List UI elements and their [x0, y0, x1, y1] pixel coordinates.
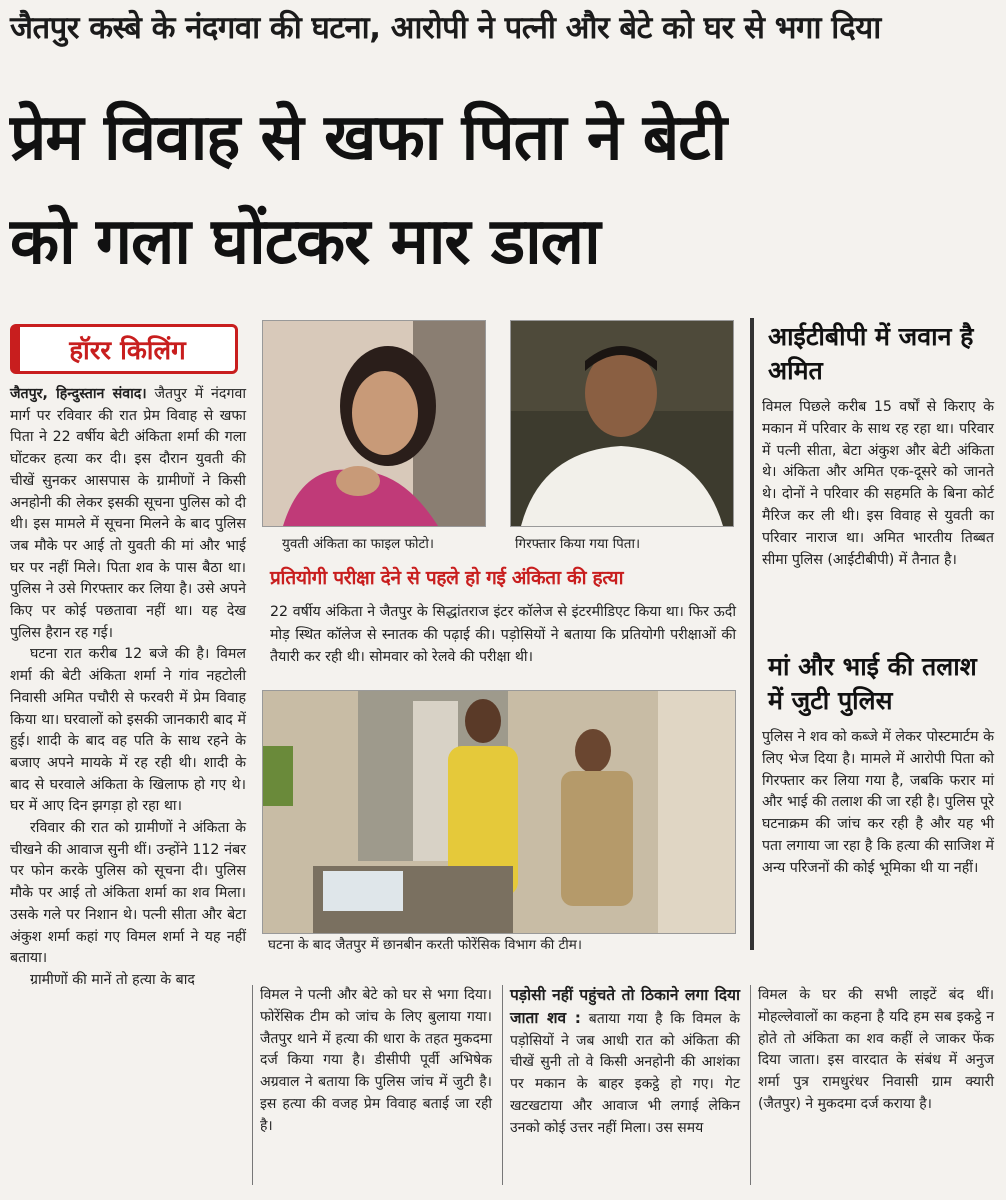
horror-killing-badge: हॉरर किलिंग [10, 324, 238, 374]
bottom-column-2 [510, 985, 740, 1140]
forensic-scene-image [263, 691, 735, 933]
forensic-caption: घटना के बाद जैतपुर में छानबीन करती फोरेंसिक विभाग की टीम। [268, 937, 582, 953]
column-divider [502, 985, 503, 1185]
dateline: जैतपुर, हिन्दुस्तान संवाद। [10, 386, 147, 402]
father-photo-image [511, 321, 733, 526]
bottom-column-3 [758, 985, 994, 1116]
lead-text: जैतपुर में नंदगवा मार्ग पर रविवार की रात प्रेम विवाह से खफा पिता ने 22 वर्षीय बेटी अंकिता शर्मा की गला घोंटकर हत्या कर दी। इस दौरान युवती की चीखें सुनकर आसपास के ग्रामीणों ने किसी अनहोनी की लेकर इसकी सूचना पुलिस को दी थी। इस मामले में सूचना मिलने के बाद पुलिस जब मौके पर आई तो युवती की मां और भाई घर पर नहीं मिले। पिता शव के पास बैठा था। पुलिस ने उसे गिरफ्तार कर लिया है। उसे अपने किए पर कोई पछतावा नहीं था। यह देख पुलिस हैरान रह गई। [10, 386, 247, 641]
victim-photo-image [263, 321, 485, 526]
headline [10, 86, 1000, 294]
column-divider [750, 985, 751, 1185]
left-column [10, 384, 246, 992]
body-paragraph: घटना रात करीब 12 बजे की है। विमल शर्मा की बेटी अंकिता शर्मा ने गांव नहटोली निवासी अमित पचौरी से फरवरी में प्रेम विवाह किया था। घरवालों को इसकी जानकारी बाद में हुई। शादी के बाद वह पति के साथ रहने के बजाए अपने मायके में रह रही थी। शादी के बाद से घरवाले अंकिता के खिलाफ हो गए थे। घर में आए दिन झगड़ा हो रहा था। [10, 646, 246, 815]
sidebar-heading-itbp: आईटीबीपी में जवान है अमित [768, 322, 974, 385]
sidebar-heading-search: मां और भाई की तलाश में जुटी पुलिस [768, 652, 977, 715]
exam-story-body: 22 वर्षीय अंकिता ने जैतपुर के सिद्धांतराज इंटर कॉलेज से इंटरमीडिएट किया था। फिर ऊदी मोड़ स्थित कॉलेज से स्नातक की पढ़ाई की। पड़ोसियों ने बताया कि प्रतियोगी परीक्षाओं की तैयारी कर रही थी। सोमवार को रेलवे की परीक्षा थी। [270, 604, 736, 665]
body-paragraph: ग्रामीणों की मानें तो हत्या के बाद [30, 971, 195, 988]
sidebar-rule [750, 318, 754, 950]
headline-line-2: को गला घोंटकर मार डाला [10, 205, 600, 279]
body-paragraph: रविवार की रात को ग्रामीणों ने अंकिता के चीखने की आवाज सुनी थीं। उन्होंने 112 नंबर पर फोन करके पुलिस को सूचना दी। पुलिस मौके पर आई तो अंकिता शर्मा का शव मिला। उसके गले पर निशान थे। पत्नी सीता और बेटा अंकुश शर्मा कहां गए विमल शर्मा ने यह नहीं बताया। [10, 820, 246, 967]
father-caption: गिरफ्तार किया गया पिता। [515, 536, 641, 552]
neighbours-subhead: पड़ोसी नहीं पहुंचते तो ठिकाने लगा दिया जाता शव : [510, 986, 740, 1027]
bottom-column-1 [260, 985, 492, 1138]
father-photo [510, 320, 734, 527]
bottom-column-3-text: विमल के घर की सभी लाइटें बंद थीं। मोहल्लेवालों का कहना है यदि हम सब इकट्ठे न होते तो अंकिता का शव कहीं ले जाकर फेंक दिया जाता। इस वारदात के संबंध में अनुज शर्मा पुत्र रामधुरंधर निवासी ग्राम क्यारी (जैतपुर) ने मुकदमा दर्ज कराया है। [758, 987, 994, 1112]
exam-story-heading: प्रतियोगी परीक्षा देने से पहले हो गई अंकिता की हत्या [270, 567, 624, 589]
bottom-column-2-paragraph [510, 985, 740, 1140]
sidebar-body-itbp: विमल पिछले करीब 15 वर्षों से किराए के मकान में परिवार के साथ रह रहा था। परिवार में पत्नी सीता, बेटा अंकुश और बेटी अंकिता थे। अंकिता और अमित एक-दूसरे को जानते थे। दोनों ने परिवार की सहमति के बिना कोर्ट मैरिज कर ली थी। इस विवाह से युवती का परिवार नाराज था। अमित भारतीय तिब्बत सीमा पुलिस (आईटीबीपी) में तैनात है। [762, 399, 994, 568]
kicker-line: जैतपुर कस्बे के नंदगवा की घटना, आरोपी ने पत्नी और बेटे को घर से भगा दिया [10, 10, 881, 46]
victim-caption: युवती अंकिता का फाइल फोटो। [282, 536, 434, 552]
bottom-column-1-text: विमल ने पत्नी और बेटे को घर से भगा दिया। फोरेंसिक टीम को जांच के लिए बुलाया गया। जैतपुर थाने में हत्या की धारा के तहत मुकदमा दर्ज किया गया है। डीसीपी पूर्वी अभिषेक अग्रवाल ने बताया कि पुलिस जांच में जुटी है। इस हत्या की वजह प्रेम विवाह बताई जा रही है। [260, 987, 492, 1134]
sidebar-body-search: पुलिस ने शव को कब्जे में लेकर पोस्टमार्टम के लिए भेज दिया है। मामले में आरोपी पिता को गिरफ्तार कर लिया गया है, जबकि फरार मां और भाई की तलाश की जा रही है। पुलिस पूरे घटनाक्रम की जांच कर रही है और यह भी पता लगाया जा रहा है कि हत्या की साजिश में अन्य परिजनों की कोई भूमिका थी या नहीं। [762, 729, 994, 876]
column-divider [252, 985, 253, 1185]
bottom-column-2-text: बताया गया है कि विमल के पड़ोसियों ने जब आधी रात को अंकिता की चीखें सुनी तो वे किसी अनहोनी की आशंका पर मकान के बाहर इकट्ठे हो गए। गेट खटखटाया और आवाज भी लगाई लेकिन उनको कोई उत्तर नहीं मिला। उस समय [510, 1010, 741, 1136]
headline-line-1: प्रेम विवाह से खफा पिता ने बेटी [10, 101, 727, 175]
victim-photo [262, 320, 486, 527]
forensic-scene-photo [262, 690, 736, 934]
lead-paragraph [10, 384, 246, 644]
